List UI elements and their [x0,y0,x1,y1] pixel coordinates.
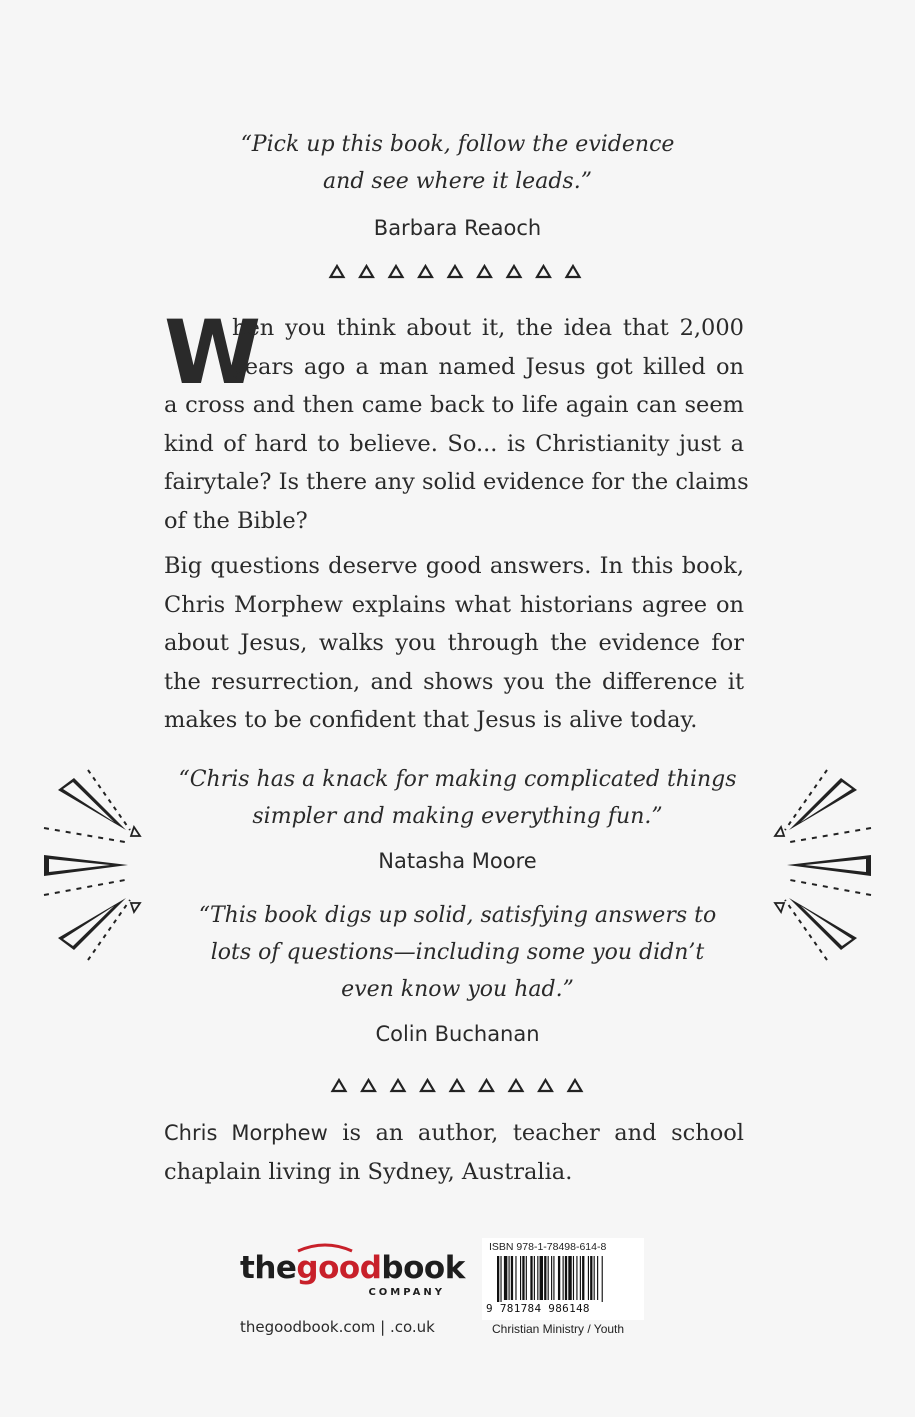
triangle-outline-icon [508,266,521,277]
barcode-bar [500,1256,501,1302]
logo-smile-icon [296,1243,354,1253]
publisher-logo [240,1250,465,1286]
bio-line [164,1114,744,1153]
barcode-bar [511,1256,513,1300]
barcode-bar [520,1256,521,1300]
triangle-outline-icon [451,1080,464,1091]
divider-triangles-bottom [0,1078,915,1094]
triangle-outline-icon [567,266,580,277]
isbn-label: ISBN 978-1-78498-614-8 [489,1241,607,1253]
blurb-line: fairytale? Is there any solid evidence for the claims [164,469,749,496]
blurb-line: hen you think about it, the idea that 2,000 [232,315,744,341]
triangle-outline-icon [421,1080,434,1091]
barcode-bar [597,1256,598,1300]
quote-line: and see where it leads.” [323,169,592,194]
quote-barbara [0,126,915,200]
barcode-bar [534,1256,535,1300]
blurb-line: about Jesus, walks you through the evidence for [164,630,744,657]
quote-colin [0,897,915,1008]
publisher-website: thegoodbook.com | .co.uk [240,1318,435,1336]
barcode-bar [544,1256,546,1300]
quote-line: “Chris has a knack for making complicated things [178,767,737,792]
barcode-bar [553,1256,554,1300]
quote-author: Natasha Moore [378,849,537,873]
blurb-line: Chris Morphew explains what historians agree on [164,591,744,618]
triangle-outline-icon [333,1080,346,1091]
quote-author: Colin Buchanan [375,1022,540,1046]
barcode-bar [565,1256,567,1300]
triangle-outline-icon [480,1080,493,1091]
triangle-outline-icon [390,266,403,277]
barcode-bar [540,1256,543,1300]
barcode-bar [537,1256,538,1300]
triangle-outline-icon [510,1080,523,1091]
barcode-bar [568,1256,571,1300]
triangle-outline-icon [392,1080,405,1091]
blurb-line: makes to be confident that Jesus is alive today. [164,707,698,734]
triangle-outline-icon [331,266,344,277]
quote-author: Barbara Reaoch [373,216,542,240]
barcode-bar [548,1256,549,1300]
quote-line: simpler and making everything fun.” [252,804,663,829]
triangle-outline-icon [362,1080,375,1091]
divider-triangles-top [0,264,915,280]
quote-line: “Pick up this book, follow the evidence [240,132,675,157]
blurb-line: the resurrection, and shows you the difference it [164,668,744,695]
barcode-digits: 9 781784 986148 [486,1302,590,1315]
quote-line: even know you had.” [341,977,574,1002]
barcode-bar [563,1256,564,1300]
barcode-bar [526,1256,527,1300]
logo-book: book [381,1250,465,1286]
barcode-bar [509,1256,510,1300]
bio-line: chaplain living in Sydney, Australia. [164,1158,573,1185]
barcode-bar [530,1256,532,1300]
drop-cap: W [164,301,262,404]
barcode-bar [515,1256,516,1300]
barcode-bar [497,1256,499,1302]
bio-line1-text: is an author, teacher and school [327,1120,744,1146]
barcode-bar [582,1256,584,1300]
barcode-bar [504,1256,507,1300]
barcode-bar [573,1256,574,1300]
bio-author-name: Chris Morphew [164,1121,328,1145]
barcode-icon [496,1256,642,1302]
book-category: Christian Ministry / Youth [492,1322,625,1336]
blurb-paragraph-2 [164,547,744,740]
triangle-outline-icon [478,266,491,277]
barcode-bar [558,1256,560,1300]
triangle-outline-icon [419,266,432,277]
logo-the: the [240,1250,297,1286]
barcode-bar [594,1256,595,1300]
quote-line: “This book digs up solid, satisfying answers to [198,903,717,928]
blurb-line: years ago a man named Jesus got killed on [232,353,744,380]
barcode-bar [602,1256,603,1302]
triangle-outline-icon [537,266,550,277]
barcode-bar [522,1256,524,1300]
author-bio [164,1114,744,1191]
triangle-outline-icon [569,1080,582,1091]
blurb-line: of the Bible? [164,507,308,534]
quote-line: lots of questions—including some you didn’t [210,940,705,965]
barcode-bar [580,1256,581,1300]
barcode-bar [588,1256,589,1300]
barcode-bar [551,1256,552,1300]
triangle-outline-icon [539,1080,552,1091]
barcode-bar [590,1256,592,1300]
blurb-paragraph-1 [164,301,749,541]
blurb-line: Big questions deserve good answers. In this book, [164,553,744,579]
quote-natasha [0,761,915,835]
logo-good: good [296,1250,382,1286]
blurb-line: kind of hard to believe. So... is Christianity just a [164,430,744,457]
triangle-outline-icon [360,266,373,277]
blurb-line: a cross and then came back to life again can seem [164,392,744,419]
publisher-company: COMPANY [368,1287,445,1298]
barcode-bar [576,1256,577,1300]
triangle-outline-icon [449,266,462,277]
